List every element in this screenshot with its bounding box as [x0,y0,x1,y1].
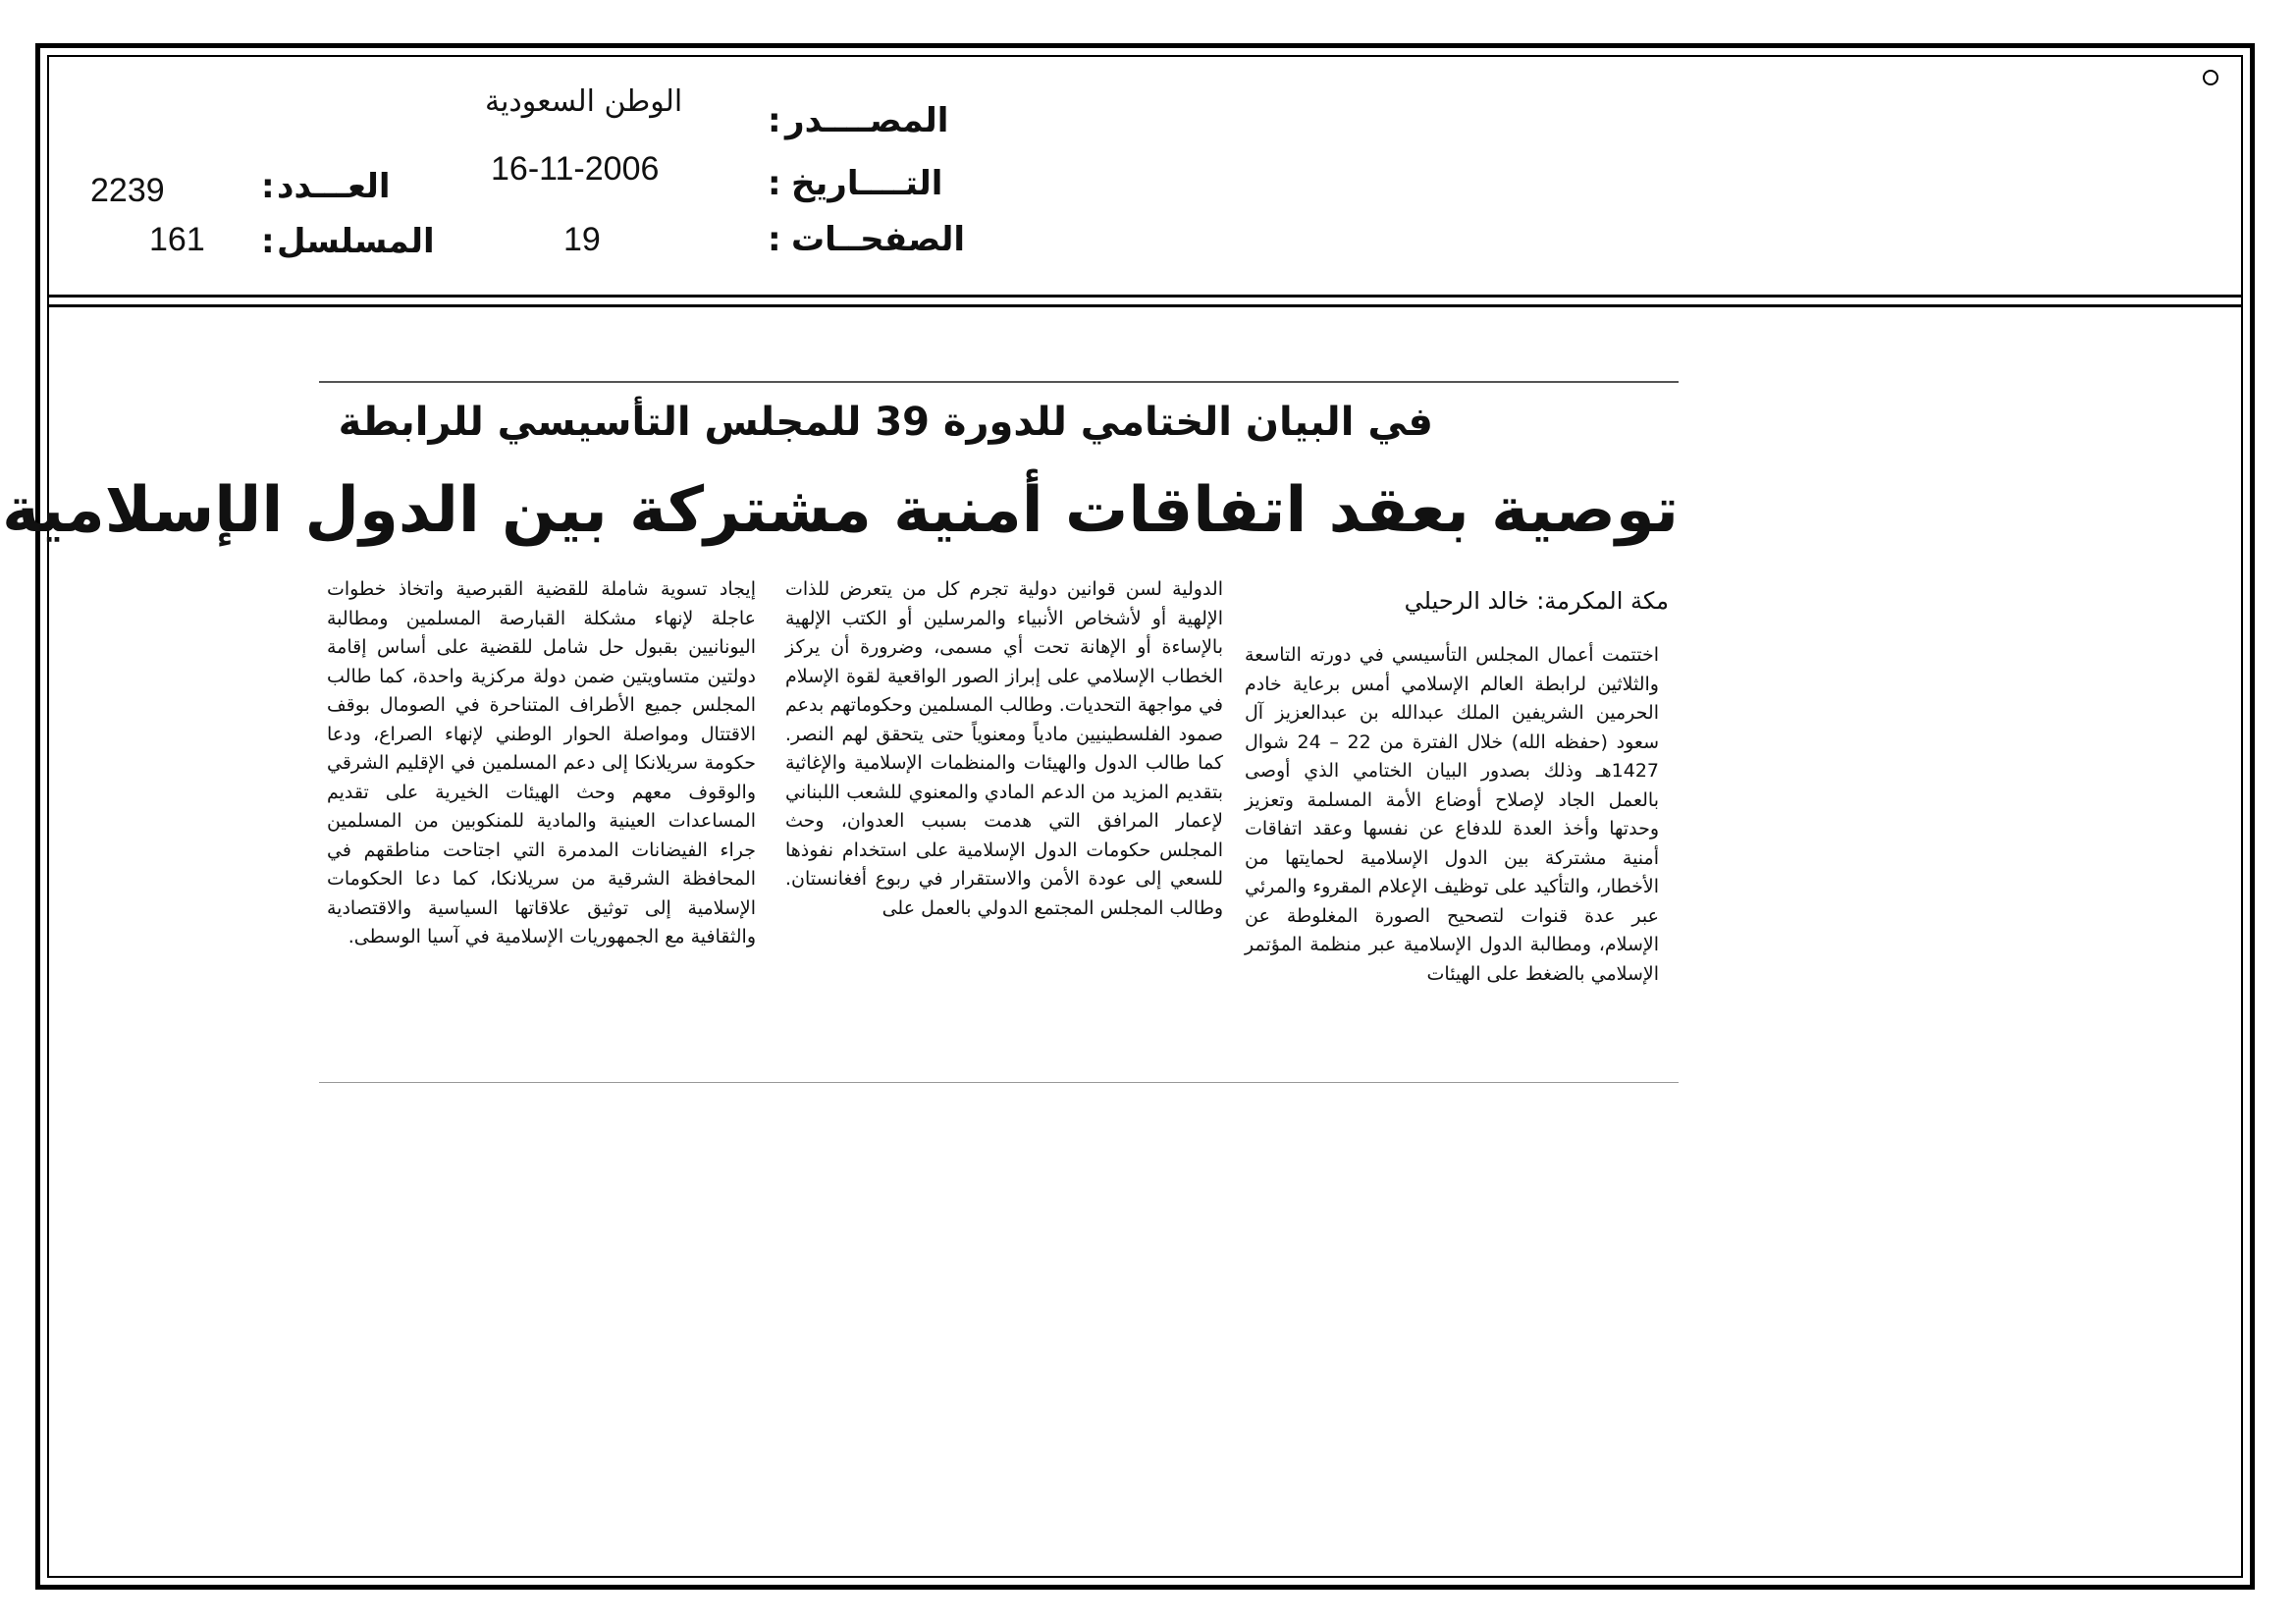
source-colon: : [768,101,781,140]
issue-value: 2239 [90,172,165,209]
serial-colon: : [261,222,275,261]
pages-value: 19 [563,221,601,258]
pages-colon: : [768,220,781,259]
serial-label: المسلسل [277,222,435,261]
issue-label: العـــدد [277,167,391,206]
article-paragraph: اختتمت أعمال المجلس التأسيسي في دورته التاسعة والثلاثين لرابطة العالم الإسلامي أمس برعاية خادم الحرمين الشريفين الملك عبدالله بن عبدالعزيز آل سعود (حفظه الله) خلال الفترة من 22 – 24 شوال 1427هـ وذلك بصدور البيان الختامي الذي أوصى بالعمل الجاد لإصلاح أوضاع الأمة المسلمة وتعزيز وحدتها وأخذ العدة للدفاع عن نفسها وعقد اتفاقات أمنية مشتركة بين الدول الإسلامية لحمايتها من الأخطار، والتأكيد على توظيف الإعلام المقروء والمرئي عبر عدة قنوات لتصحيح الصورة المغلوطة عن الإسلام، ومطالبة الدول الإسلامية عبر منظمة المؤتمر الإسلامي بالضغط على الهيئات [1245,644,1659,985]
issue-colon: : [261,167,275,206]
article-column-1 [1245,641,1659,989]
source-value: الوطن السعودية [485,84,683,119]
article-column-2 [785,575,1223,923]
header-divider [47,295,2243,298]
article-paragraph: إيجاد تسوية شاملة للقضية القبرصية واتخاذ خطوات عاجلة لإنهاء مشكلة القبارصة المسلمين ومطالبة اليونانيين بقبول حل شامل للقضية على أساس إقامة دولتين متساويتين ضمن دولة مركزية واحدة، كما طالب المجلس جميع الأطراف المتناحرة في الصومال بوقف الاقتتال ومواصلة الحوار الوطني لإنهاء الصراع، ودعا حكومة سريلانكا إلى دعم المسلمين في الإقليم الشرقي والوقوف معهم وحث الهيئات الخيرية على تقديم المساعدات العينية والمادية للمنكوبين من المسلمين جراء الفيضانات المدمرة التي اجتاحت مناطقهم في المحافظة الشرقية من سريلانكا، كما دعا الحكومات الإسلامية إلى توثيق علاقاتها السياسية والاقتصادية والثقافية مع الجمهوريات الإسلامية في آسيا الوسطى. [327,578,756,947]
article-headline: توصية بعقد اتفاقات أمنية مشتركة بين الدول الإسلامية [2,474,1679,547]
article-bottom-rule [319,1082,1679,1083]
date-colon: : [768,164,781,203]
serial-value: 161 [149,221,205,258]
article-byline: مكة المكرمة: خالد الرحيلي [1404,587,1669,615]
article-paragraph: الدولية لسن قوانين دولية تجرم كل من يتعرض للذات الإلهية أو لأشخاص الأنبياء والمرسلين أو الكتب الإلهية بالإساءة أو الإهانة تحت أي مسمى، وضرورة أن يركز الخطاب الإسلامي على إبراز الصور الواقعية لقوة الإسلام في مواجهة التحديات. وطالب المسلمين وحكوماتهم بدعم صمود الفلسطينيين مادياً ومعنوياً حتى يتحقق لهم النصر. كما طالب الدول والهيئات والمنظمات الإسلامية والإغاثية بتقديم المزيد من الدعم المادي والمعنوي للشعب اللبناني لإعمار المرافق التي هدمت بسبب العدوان، وحث المجلس حكومات الدول الإسلامية على استخدام نفوذها للسعي إلى عودة الأمن والاستقرار في ربوع أفغانستان. وطالب المجلس المجتمع الدولي بالعمل على [785,578,1223,919]
pages-label: الصفحــات [791,220,966,259]
date-label: التــــاريخ [791,164,943,203]
date-value: 16-11-2006 [491,150,660,188]
article-subheadline: في البيان الختامي للدورة 39 للمجلس التأسيسي للرابطة [338,400,1433,445]
article-top-rule [319,381,1679,383]
article-column-3 [327,575,756,952]
header-divider-double [47,304,2243,307]
source-label: المصــــدر [785,101,949,140]
punch-hole-mark [2203,70,2218,85]
